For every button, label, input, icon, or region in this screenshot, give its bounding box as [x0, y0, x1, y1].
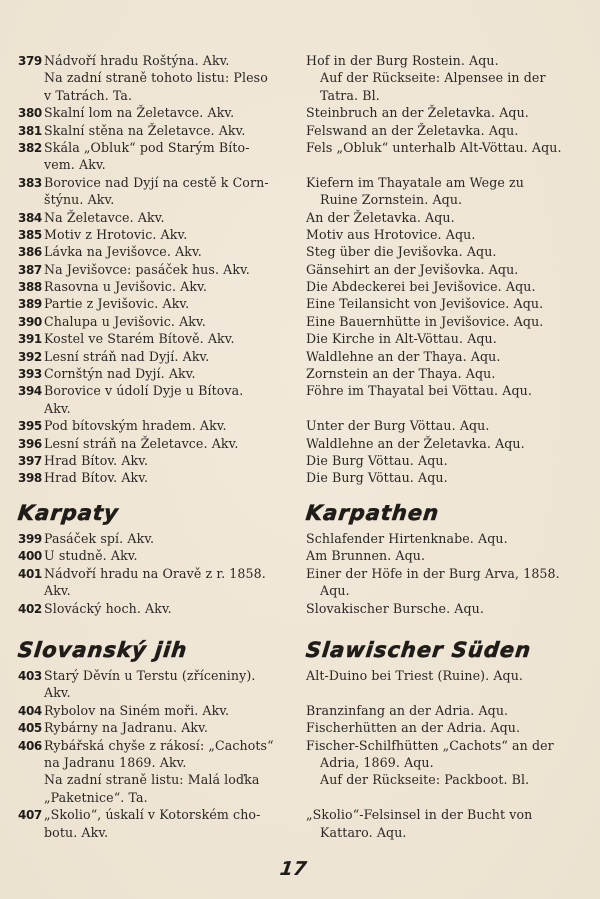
entry-number: 390	[18, 314, 42, 329]
entry-number: 402	[18, 601, 42, 616]
entry-title-de: Die Burg Vöttau. Aqu.	[306, 452, 448, 468]
catalog-entry	[18, 667, 290, 684]
entry-number: 392	[18, 349, 42, 364]
catalog-entry	[18, 104, 290, 121]
entry-title-cs: Slovácký hoch. Akv.	[44, 600, 172, 616]
blank-line	[306, 684, 582, 701]
entry-number: 388	[18, 280, 42, 295]
entry-number: 384	[18, 210, 42, 225]
czech-column	[18, 633, 290, 841]
entry-title-de: Slovakischer Bursche. Aqu.	[306, 600, 484, 616]
blank-line	[306, 156, 582, 173]
section-heading-de: Slawischer Süden	[304, 638, 533, 662]
catalog-entry	[18, 719, 290, 736]
page-number: 17	[278, 858, 308, 880]
entry-title-cs: Lesní stráň na Želetavce. Akv.	[44, 435, 239, 451]
entry-number: 389	[18, 297, 42, 312]
catalog-entry-continuation	[18, 789, 290, 806]
entry-number: 380	[18, 106, 42, 121]
entry-title-cs: Starý Děvín u Terstu (zříceniny).	[44, 668, 256, 683]
entry-title-cs: Nádvoří hradu Roštýna. Akv.	[44, 53, 230, 68]
entry-title-cs: v Tatrách. Ta.	[44, 87, 133, 103]
catalog-entry	[18, 261, 290, 278]
entry-title-cs: Chalupa u Jevišovic. Akv.	[44, 313, 206, 329]
entry-title-cs: Hrad Bítov. Akv.	[44, 470, 149, 486]
entry-number: 382	[18, 140, 42, 155]
entry-title-de: Kiefern im Thayatale am Wege zu	[306, 174, 524, 190]
entry-title-cs: Motiv z Hrotovic. Akv.	[44, 226, 188, 242]
catalog-entry	[18, 243, 290, 260]
entry-title-de: „Skolio“-Felsinsel in der Bucht von	[306, 807, 533, 823]
entry-title-de: Gänsehirt an der Jevišovka. Aqu.	[306, 261, 519, 277]
entry-number: 385	[18, 227, 42, 242]
entry-title-de: Tatra. Bl.	[320, 87, 380, 103]
entry-title-de: Waldlehne an der Želetavka. Aqu.	[306, 435, 525, 451]
entry-title-de: Motiv aus Hrotovice. Aqu.	[306, 226, 476, 242]
entry-number: 404	[18, 703, 42, 718]
entry-title-cs: Borovice v údolí Dyje u Bítova.	[44, 383, 244, 399]
catalog-entry-continuation	[18, 824, 290, 841]
catalog-entry	[18, 565, 290, 582]
entry-title-cs: Borovice nad Dyjí na cestě k Corn-	[44, 174, 269, 190]
catalog-entry	[18, 122, 290, 139]
entry-title-de: Föhre im Thayatal bei Vöttau. Aqu.	[306, 383, 532, 399]
entry-title-cs: Partie z Jevišovic. Akv.	[44, 296, 190, 312]
entry-title-de: Die Kirche in Alt-Vöttau. Aqu.	[306, 331, 497, 347]
entry-number: 405	[18, 721, 42, 736]
catalog-entry	[18, 313, 290, 330]
catalog-entry-continuation	[18, 771, 290, 788]
catalog-entry	[18, 139, 290, 156]
entry-number: 379	[18, 54, 42, 68]
entry-title-de: Hof in der Burg Rostein. Aqu.	[306, 53, 499, 68]
entry-title-de: Alt-Duino bei Triest (Ruine). Aqu.	[306, 668, 524, 683]
entry-title-cs: vem. Akv.	[44, 157, 106, 173]
catalog-entry	[18, 365, 290, 382]
entry-title-de: Fischer-Schilfhütten „Cachots“ an der	[306, 737, 554, 753]
entry-title-cs: Kostel ve Starém Bítově. Akv.	[44, 331, 235, 347]
entry-title-de: Auf der Rückseite: Alpensee in der	[320, 70, 546, 86]
entry-title-de: Eine Teilansicht von Jevišovice. Aqu.	[306, 296, 544, 312]
entry-title-de: Am Brunnen. Aqu.	[306, 548, 426, 564]
entry-title-cs: Nádvoří hradu na Oravě z r. 1858.	[44, 565, 266, 581]
catalog-entry	[18, 600, 290, 617]
entry-title-cs: Skalní stěna na Želetavce. Akv.	[44, 122, 246, 138]
entry-title-de: Kattaro. Aqu.	[320, 824, 407, 840]
entry-number: 391	[18, 332, 42, 347]
entry-number: 398	[18, 471, 42, 486]
entry-number: 394	[18, 384, 42, 399]
catalog-entry-continuation	[18, 156, 290, 173]
entry-title-de: Auf der Rückseite: Packboot. Bl.	[320, 772, 530, 788]
catalog-entry	[18, 174, 290, 191]
entry-title-cs: na Jadranu 1869. Akv.	[44, 754, 187, 770]
entry-title-de: An der Želetavka. Aqu.	[306, 209, 455, 225]
catalog-entry	[18, 435, 290, 452]
catalog-entry	[18, 330, 290, 347]
entry-title-cs: U studně. Akv.	[44, 548, 138, 564]
entry-number: 387	[18, 262, 42, 277]
entry-number: 399	[18, 532, 42, 546]
entry-title-cs: Akv.	[44, 685, 71, 701]
catalog-entry	[18, 278, 290, 295]
section-heading-cs: Karpaty	[16, 501, 120, 525]
entry-title-de: Adria, 1869. Aqu.	[320, 754, 434, 770]
catalog-entry	[18, 295, 290, 312]
entry-title-cs: Rybářská chyše z rákosí: „Cachots“	[44, 737, 274, 753]
catalog-entry	[18, 348, 290, 365]
entry-title-cs: Akv.	[44, 400, 71, 416]
entry-title-de: Steg über die Jevišovka. Aqu.	[306, 244, 497, 260]
entry-number: 393	[18, 367, 42, 382]
entry-title-de: Unter der Burg Vöttau. Aqu.	[306, 418, 490, 434]
catalog-entry	[18, 452, 290, 469]
entry-title-de: Ruine Zornstein. Aqu.	[320, 192, 463, 208]
entry-title-de: Eine Bauernhütte in Jevišovice. Aqu.	[306, 313, 544, 329]
entry-title-de: Zornstein an der Thaya. Aqu.	[306, 366, 496, 382]
catalog-entry	[18, 530, 290, 547]
entry-title-cs: Lávka na Jevišovce. Akv.	[44, 244, 202, 260]
czech-column	[18, 496, 290, 617]
entry-title-cs: štýnu. Akv.	[44, 192, 115, 208]
entry-title-cs: Akv.	[44, 583, 71, 599]
german-column	[306, 496, 582, 617]
catalog-entry-continuation	[18, 191, 290, 208]
german-column	[306, 52, 582, 487]
entry-title-cs: botu. Akv.	[44, 824, 109, 840]
entry-title-cs: Na zadní straně tohoto listu: Pleso	[44, 70, 268, 86]
catalog-entry	[18, 737, 290, 754]
entry-number: 381	[18, 123, 42, 138]
catalog-entry	[18, 806, 290, 823]
entry-title-cs: Skalní lom na Želetavce. Akv.	[44, 105, 235, 121]
catalog-entry	[18, 226, 290, 243]
catalog-entry	[18, 417, 290, 434]
entry-title-de: Waldlehne an der Thaya. Aqu.	[306, 348, 501, 364]
catalog-entry	[18, 52, 290, 69]
entry-title-cs: Rasovna u Jevišovic. Akv.	[44, 279, 207, 295]
german-column	[306, 633, 582, 841]
catalog-entry-continuation	[18, 87, 290, 104]
entry-title-de: Einer der Höfe in der Burg Arva, 1858.	[306, 565, 560, 581]
catalog-entry	[18, 469, 290, 486]
entry-title-cs: Rybolov na Siném moři. Akv.	[44, 702, 230, 718]
entry-number: 395	[18, 419, 42, 434]
entry-title-de: Branzinfang an der Adria. Aqu.	[306, 702, 509, 718]
entry-title-cs: Na Želetavce. Akv.	[44, 209, 165, 225]
entry-title-de: Aqu.	[320, 583, 350, 599]
catalog-entry-continuation	[18, 754, 290, 771]
entry-title-cs: „Paketnice“. Ta.	[44, 789, 148, 805]
entry-number: 406	[18, 738, 42, 753]
entry-title-cs: Rybárny na Jadranu. Akv.	[44, 720, 208, 736]
entry-number: 401	[18, 566, 42, 581]
blank-line	[306, 400, 582, 417]
czech-column	[18, 52, 290, 487]
entry-number: 383	[18, 175, 42, 190]
entry-title-de: Fischerhütten an der Adria. Aqu.	[306, 720, 521, 736]
entry-title-cs: Na zadní straně listu: Malá loďka	[44, 772, 260, 788]
entry-number: 386	[18, 245, 42, 260]
entry-title-cs: Skála „Obluk“ pod Starým Bíto-	[44, 139, 250, 155]
entry-title-cs: Lesní stráň nad Dyjí. Akv.	[44, 348, 210, 364]
entry-title-cs: Na Jevišovce: pasáček hus. Akv.	[44, 261, 250, 277]
catalog-entry	[18, 547, 290, 564]
section-heading-de: Karpathen	[304, 501, 441, 525]
entry-title-cs: Cornštýn nad Dyjí. Akv.	[44, 366, 196, 382]
blank-line	[306, 789, 582, 806]
catalog-entry	[18, 209, 290, 226]
catalog-entry-continuation	[18, 69, 290, 86]
entry-title-de: Felswand an der Želetavka. Aqu.	[306, 122, 519, 138]
entry-number: 407	[18, 808, 42, 823]
entry-title-cs: Pod bítovským hradem. Akv.	[44, 418, 227, 434]
entry-number: 396	[18, 436, 42, 451]
catalog-entry-continuation	[18, 582, 290, 599]
entry-number: 400	[18, 549, 42, 564]
entry-title-cs: Pasáček spí. Akv.	[44, 531, 155, 546]
entry-number: 397	[18, 453, 42, 468]
entry-title-de: Fels „Obluk“ unterhalb Alt-Vöttau. Aqu.	[306, 139, 562, 155]
catalog-entry	[18, 702, 290, 719]
entry-number: 403	[18, 669, 42, 683]
entry-title-de: Steinbruch an der Želetavka. Aqu.	[306, 105, 529, 121]
catalog-entry-continuation	[18, 684, 290, 701]
entry-title-de: Die Abdeckerei bei Jevišovice. Aqu.	[306, 279, 536, 295]
catalog-entry	[18, 382, 290, 399]
entry-title-cs: „Skolio“, úskalí v Kotorském cho-	[44, 807, 261, 823]
entry-title-de: Die Burg Vöttau. Aqu.	[306, 470, 448, 486]
catalog-entry-continuation	[18, 400, 290, 417]
entry-title-de: Schlafender Hirtenknabe. Aqu.	[306, 531, 508, 546]
section-heading-cs: Slovanský jih	[16, 638, 189, 662]
entry-title-cs: Hrad Bítov. Akv.	[44, 452, 149, 468]
